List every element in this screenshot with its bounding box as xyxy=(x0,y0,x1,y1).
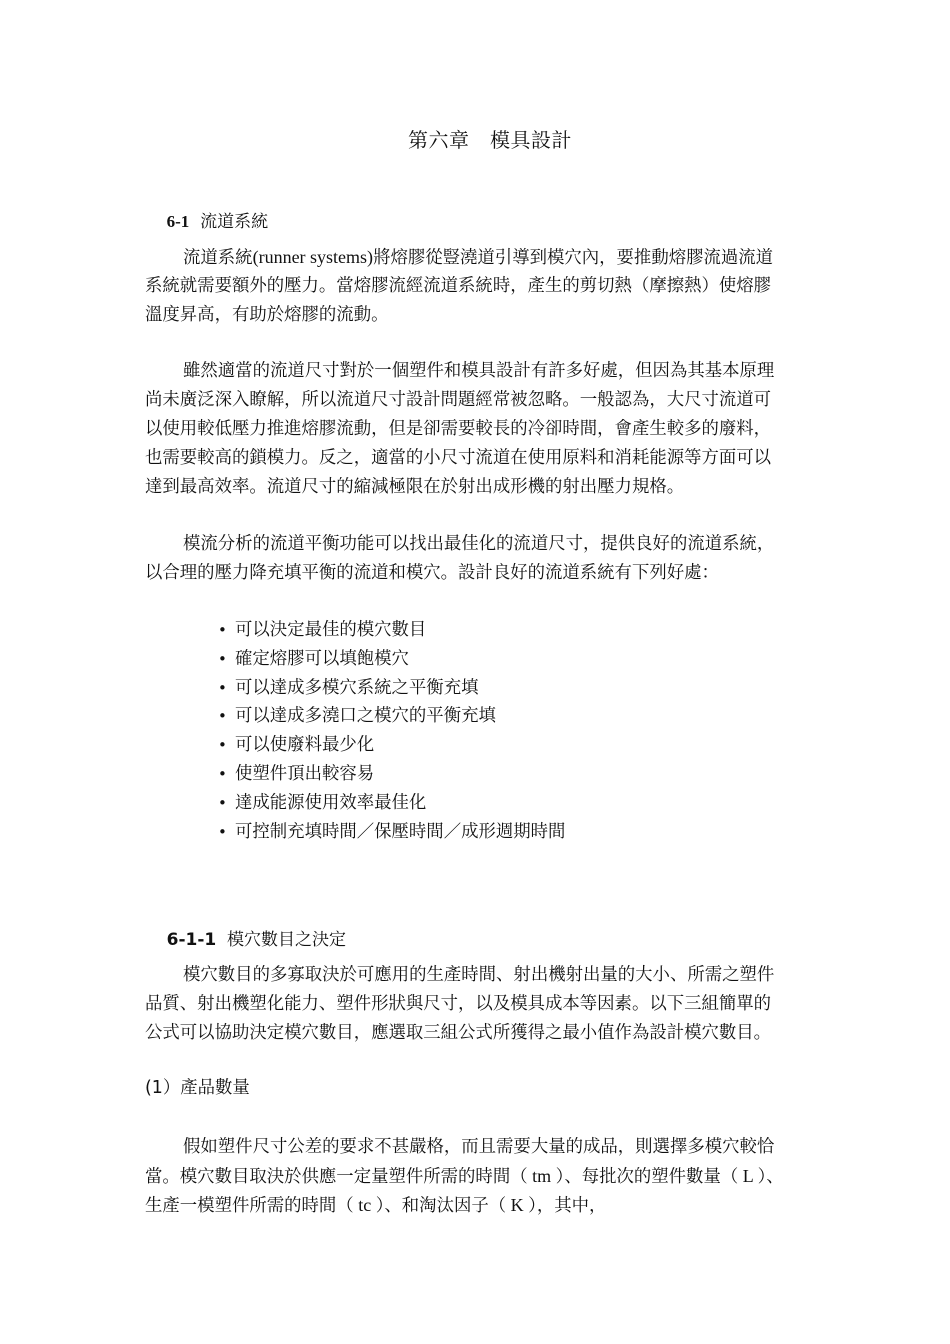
subheading-product-quantity: (1）產品數量 xyxy=(145,1078,250,1098)
paragraph-runner-balance xyxy=(145,530,845,588)
list-item-text: 使塑件頂出較容易 xyxy=(235,763,375,784)
section-title: 模穴數目之決定 xyxy=(227,930,347,950)
text-run: 當。模穴數目取決於供應一定量塑件所需的時間（ xyxy=(145,1167,528,1187)
bullet-icon: • xyxy=(218,621,227,639)
list-item xyxy=(218,789,565,818)
text-run: 流道系統 xyxy=(183,248,253,268)
section-number: 6-1 xyxy=(166,212,190,231)
text-run: ）、和淘汰因子（ xyxy=(375,1196,507,1216)
list-item xyxy=(218,645,565,674)
bullet-icon: • xyxy=(218,649,227,668)
list-item-text: 可以使廢料最少化 xyxy=(235,735,375,756)
paragraph-line: 雖然適當的流道尺寸對於一個塑件和模具設計有許多好處，但因為其基本原理 xyxy=(183,361,775,381)
text-run: ）、每批次的塑件數量（ xyxy=(555,1167,739,1187)
bullet-icon: • xyxy=(218,736,227,755)
list-item-text: 可以達成多模穴系統之平衡充填 xyxy=(235,677,479,698)
list-item xyxy=(218,674,565,703)
variable-tc: tc xyxy=(353,1195,376,1215)
variable-K: K xyxy=(506,1195,529,1215)
list-item-text: 確定熔膠可以填飽模穴 xyxy=(235,648,409,669)
list-item xyxy=(218,702,565,731)
paragraph-line: 以使用較低壓力推進熔膠流動，但是卻需要較長的冷卻時間，會產生較多的廢料， xyxy=(145,419,772,439)
bullet-icon: • xyxy=(218,707,227,726)
variable-tm: tm xyxy=(527,1166,556,1186)
section-title: 流道系統 xyxy=(200,212,269,232)
paragraph-line: 模流分析的流道平衡功能可以找出最佳化的流道尺寸，提供良好的流道系統， xyxy=(183,534,775,554)
paragraph-product-quantity xyxy=(145,1133,845,1220)
paragraph-line: 公式可以協助決定模穴數目，應選取三組公式所獲得之最小值作為設計模穴數目。 xyxy=(145,1023,772,1043)
paragraph-cavity-count xyxy=(145,961,845,1048)
bullet-icon: • xyxy=(218,822,227,841)
list-item-text: 達成能源使用效率最佳化 xyxy=(235,792,427,813)
paragraph-line: 品質、射出機塑化能力、塑件形狀與尺寸，以及模具成本等因素。以下三組簡單的 xyxy=(145,994,772,1014)
paragraph-line: 也需要較高的鎖模力。反之，適當的小尺寸流道在使用原料和消耗能源等方面可以 xyxy=(145,448,772,468)
paragraph-line: 尚未廣泛深入瞭解，所以流道尺寸設計問題經常被忽略。一般認為，大尺寸流道可 xyxy=(145,390,772,410)
paragraph-line: 達到最高效率。流道尺寸的縮減極限在於射出成形機的射出壓力規格。 xyxy=(145,477,685,497)
variable-L: L xyxy=(738,1166,758,1186)
text-run: 將熔膠從豎澆道引導到模穴內，要推動熔膠流過流道 xyxy=(373,248,774,268)
bullet-icon: • xyxy=(218,793,227,812)
list-item xyxy=(218,616,565,645)
paragraph-runner-intro xyxy=(145,243,845,330)
paragraph-line: 假如塑件尺寸公差的要求不甚嚴格，而且需要大量的成品，則選擇多模穴較恰 xyxy=(183,1137,775,1157)
bullet-icon: • xyxy=(218,764,227,783)
text-run: ）、 xyxy=(757,1167,784,1187)
list-item xyxy=(218,731,565,760)
section-number: 6-1-1 xyxy=(166,930,217,950)
paragraph-line xyxy=(145,1162,845,1191)
benefits-list xyxy=(218,616,565,846)
list-item-text: 可以達成多澆口之模穴的平衡充填 xyxy=(235,706,496,727)
paragraph-line: 溫度昇高，有助於熔膠的流動。 xyxy=(145,305,389,325)
bullet-icon: • xyxy=(218,678,227,697)
english-term: (runner systems) xyxy=(252,247,374,267)
paragraph-runner-size xyxy=(145,357,845,502)
chapter-title: 第六章 模具設計 xyxy=(407,128,573,152)
text-run: 生產一模塑件所需的時間（ xyxy=(145,1196,354,1216)
paragraph-line: 系統就需要額外的壓力。當熔膠流經流道系統時，產生的剪切熱（摩擦熱）使熔膠 xyxy=(145,276,772,296)
text-run: ），其中， xyxy=(528,1196,607,1216)
paragraph-line xyxy=(145,1191,845,1220)
list-item xyxy=(218,760,565,789)
paragraph-line: 以合理的壓力降充填平衡的流道和模穴。設計良好的流道系統有下列好處： xyxy=(145,563,719,583)
list-item xyxy=(218,818,565,847)
paragraph-line xyxy=(145,243,845,272)
list-item-text: 可控制充填時間／保壓時間／成形週期時間 xyxy=(235,821,566,842)
paragraph-line: 模穴數目的多寡取決於可應用的生產時間、射出機射出量的大小、所需之塑件 xyxy=(183,965,775,985)
list-item-text: 可以決定最佳的模穴數目 xyxy=(235,620,427,640)
